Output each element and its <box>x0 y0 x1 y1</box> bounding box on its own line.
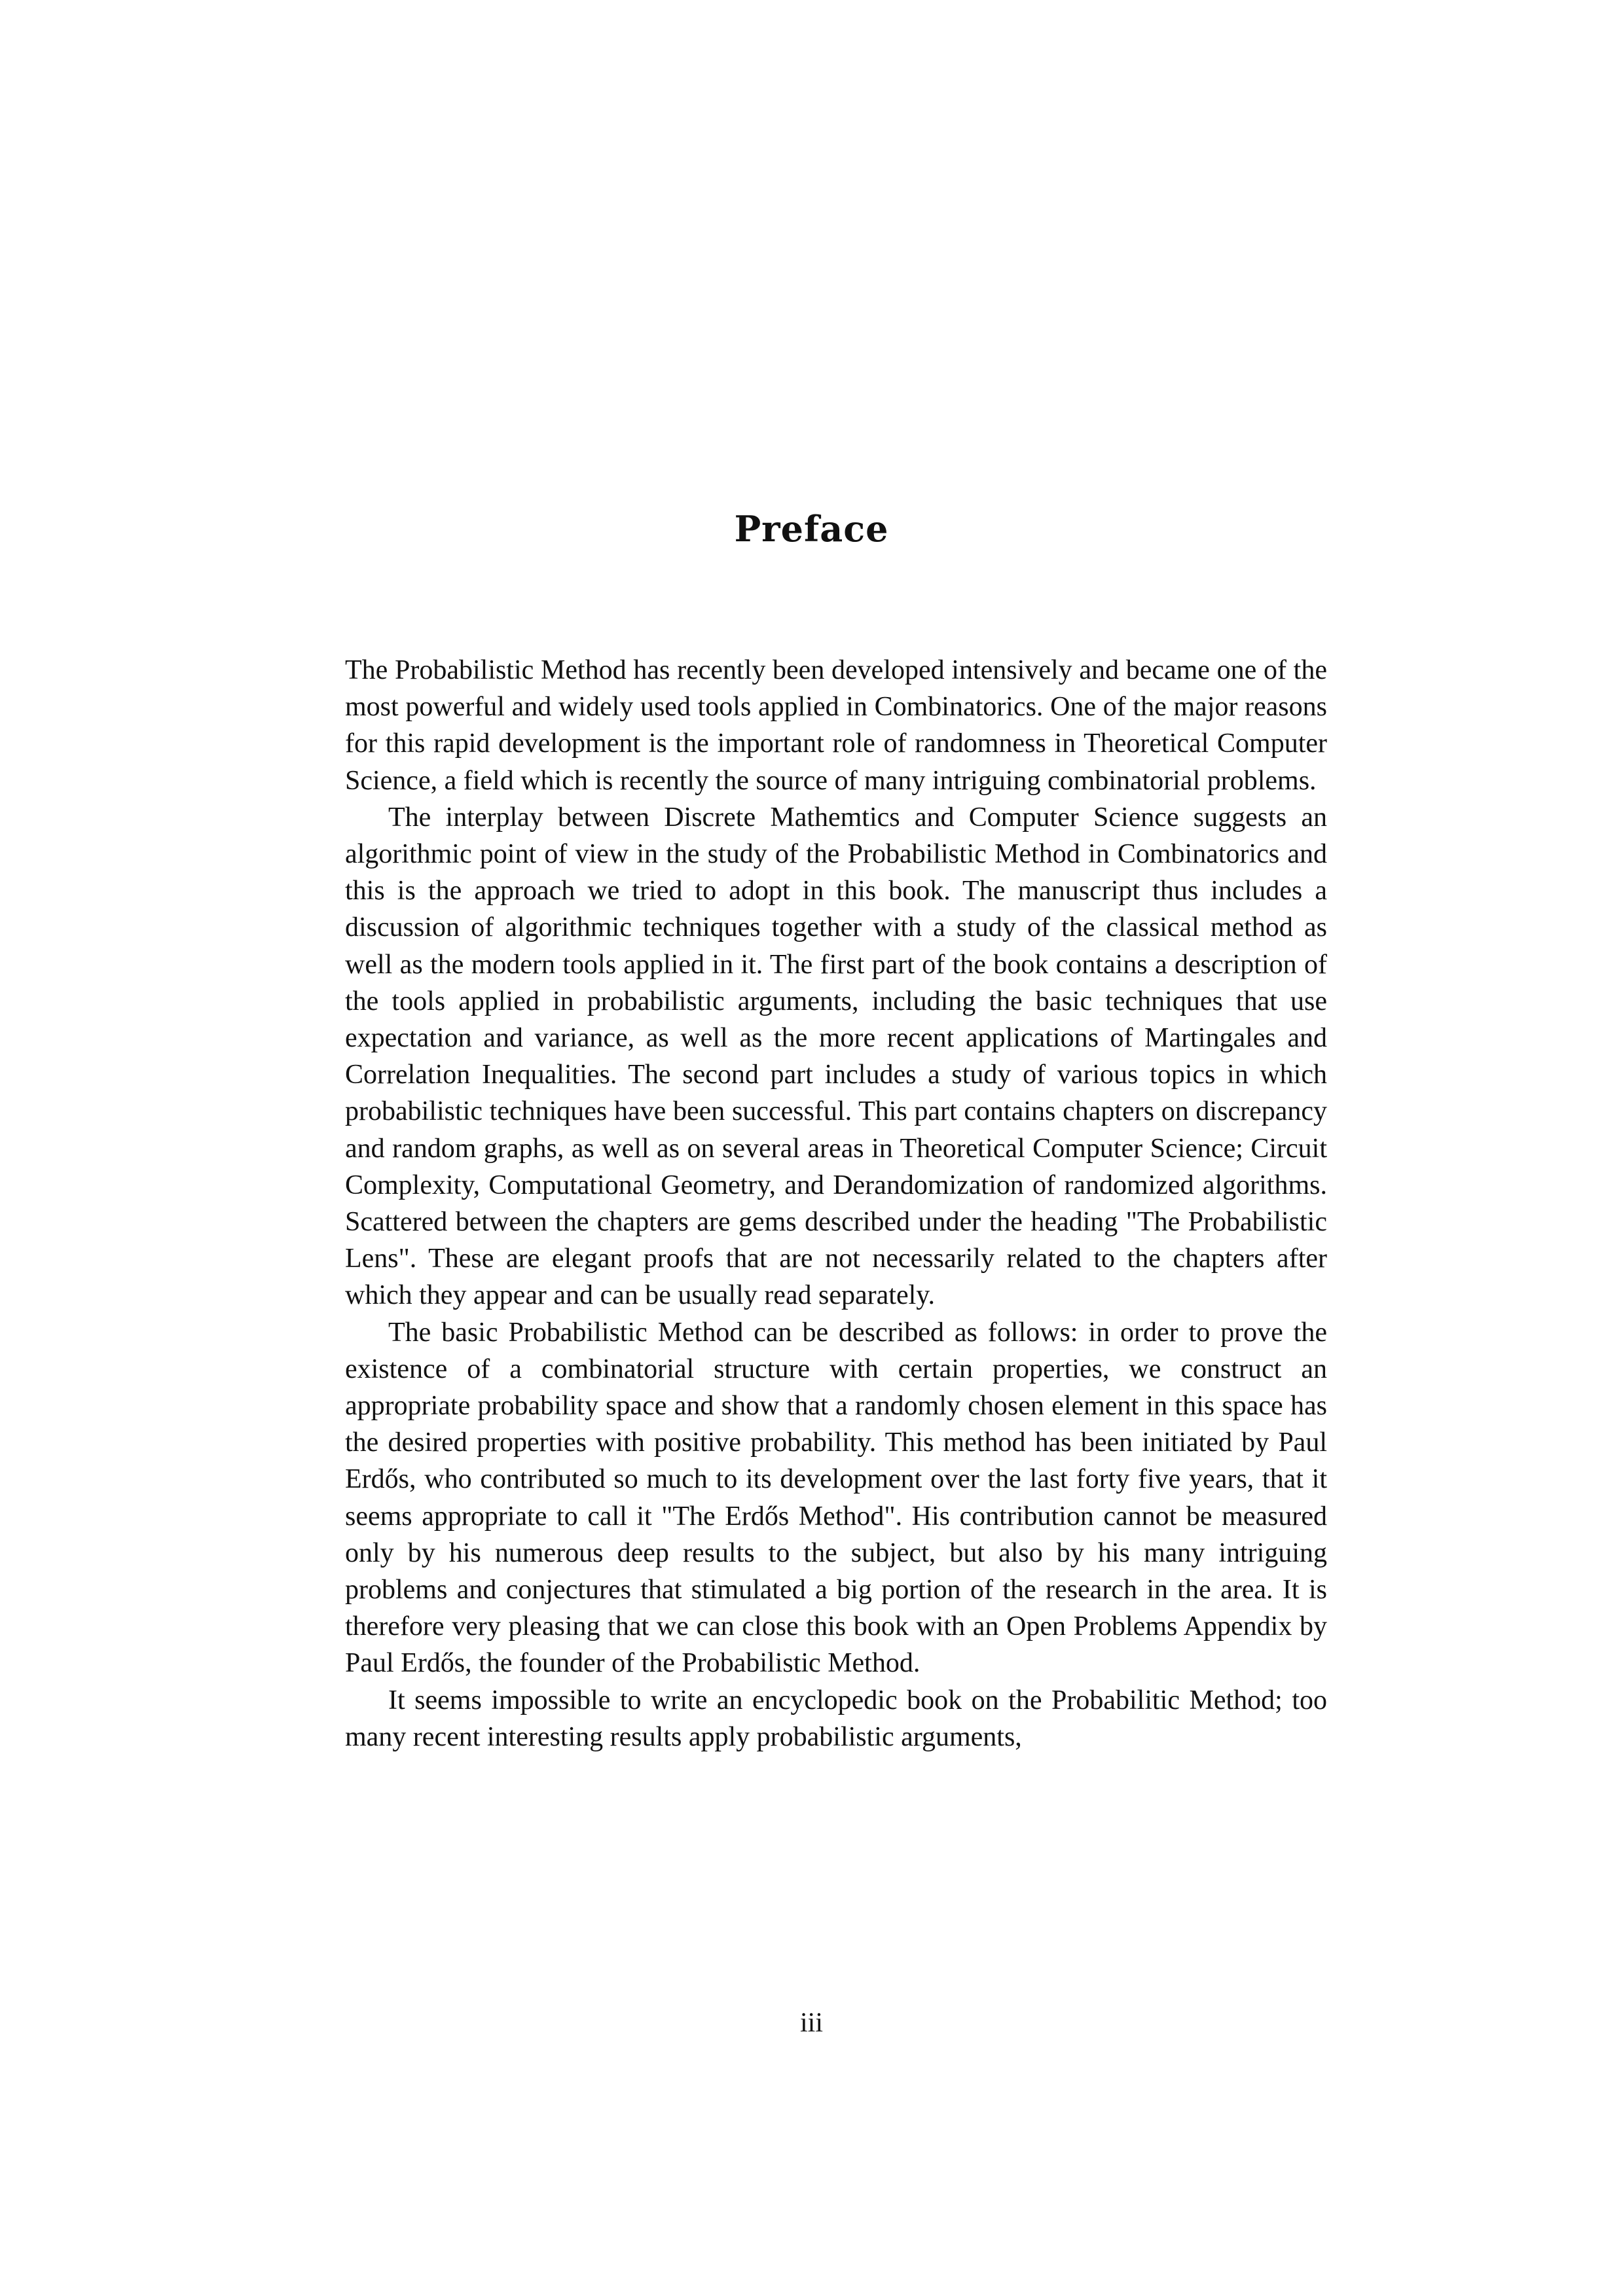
page-title: Preface <box>734 508 889 550</box>
paragraph-2: The interplay between Discrete Mathemtics and Computer Science suggests an algorithmic point of view in the study of the Probabilistic Method in Combinatorics and this is the approach we tried to adopt in this book. The manuscript thus includes a discussion of algorithmic techniques together with a study of the classical method as well as the modern tools applied in it. The first part of the book contains a description of the tools applied in probabilistic arguments, including the basic techniques that use expectation and variance, as well as the more recent applications of Martingales and Correlation Inequalities. The second part includes a study of various topics in which probabilistic techniques have been successful. This part contains chapters on discrepancy and random graphs, as well as on several areas in Theoretical Computer Science; Circuit Complexity, Computational Geometry, and Derandomization of randomized algorithms. Scattered between the chapters are gems described under the heading "The Probabilistic Lens". These are elegant proofs that are not necessarily related to the chapters after which they appear and can be usually read separately. <box>345 802 1327 1311</box>
paragraph-4: It seems impossible to write an encyclopedic book on the Probabilitic Method; too many recent interesting results apply probabilistic arguments, <box>345 1685 1327 1752</box>
preface-body <box>345 652 1327 1755</box>
paragraph-1: The Probabilistic Method has recently been developed intensively and became one of the most powerful and widely used tools applied in Combinatorics. One of the major reasons for this rapid development is the important role of randomness in Theoretical Computer Science, a field which is recently the source of many intriguing combinatorial problems. <box>345 655 1327 796</box>
page-number: iii <box>799 2008 823 2038</box>
paragraph-3: The basic Probabilistic Method can be described as follows: in order to prove the existence of a combinatorial structure with certain properties, we construct an appropriate probability space and show that a randomly chosen element in this space has the desired properties with positive probability. This method has been initiated by Paul Erdős, who contributed so much to its development over the last forty five years, that it seems appropriate to call it "The Erdős Method". His contribution cannot be measured only by his numerous deep results to the subject, but also by his many intriguing problems and conjectures that stimulated a big portion of the research in the area. It is therefore very pleasing that we can close this book with an Open Problems Appendix by Paul Erdős, the founder of the Probabilistic Method. <box>345 1317 1327 1679</box>
